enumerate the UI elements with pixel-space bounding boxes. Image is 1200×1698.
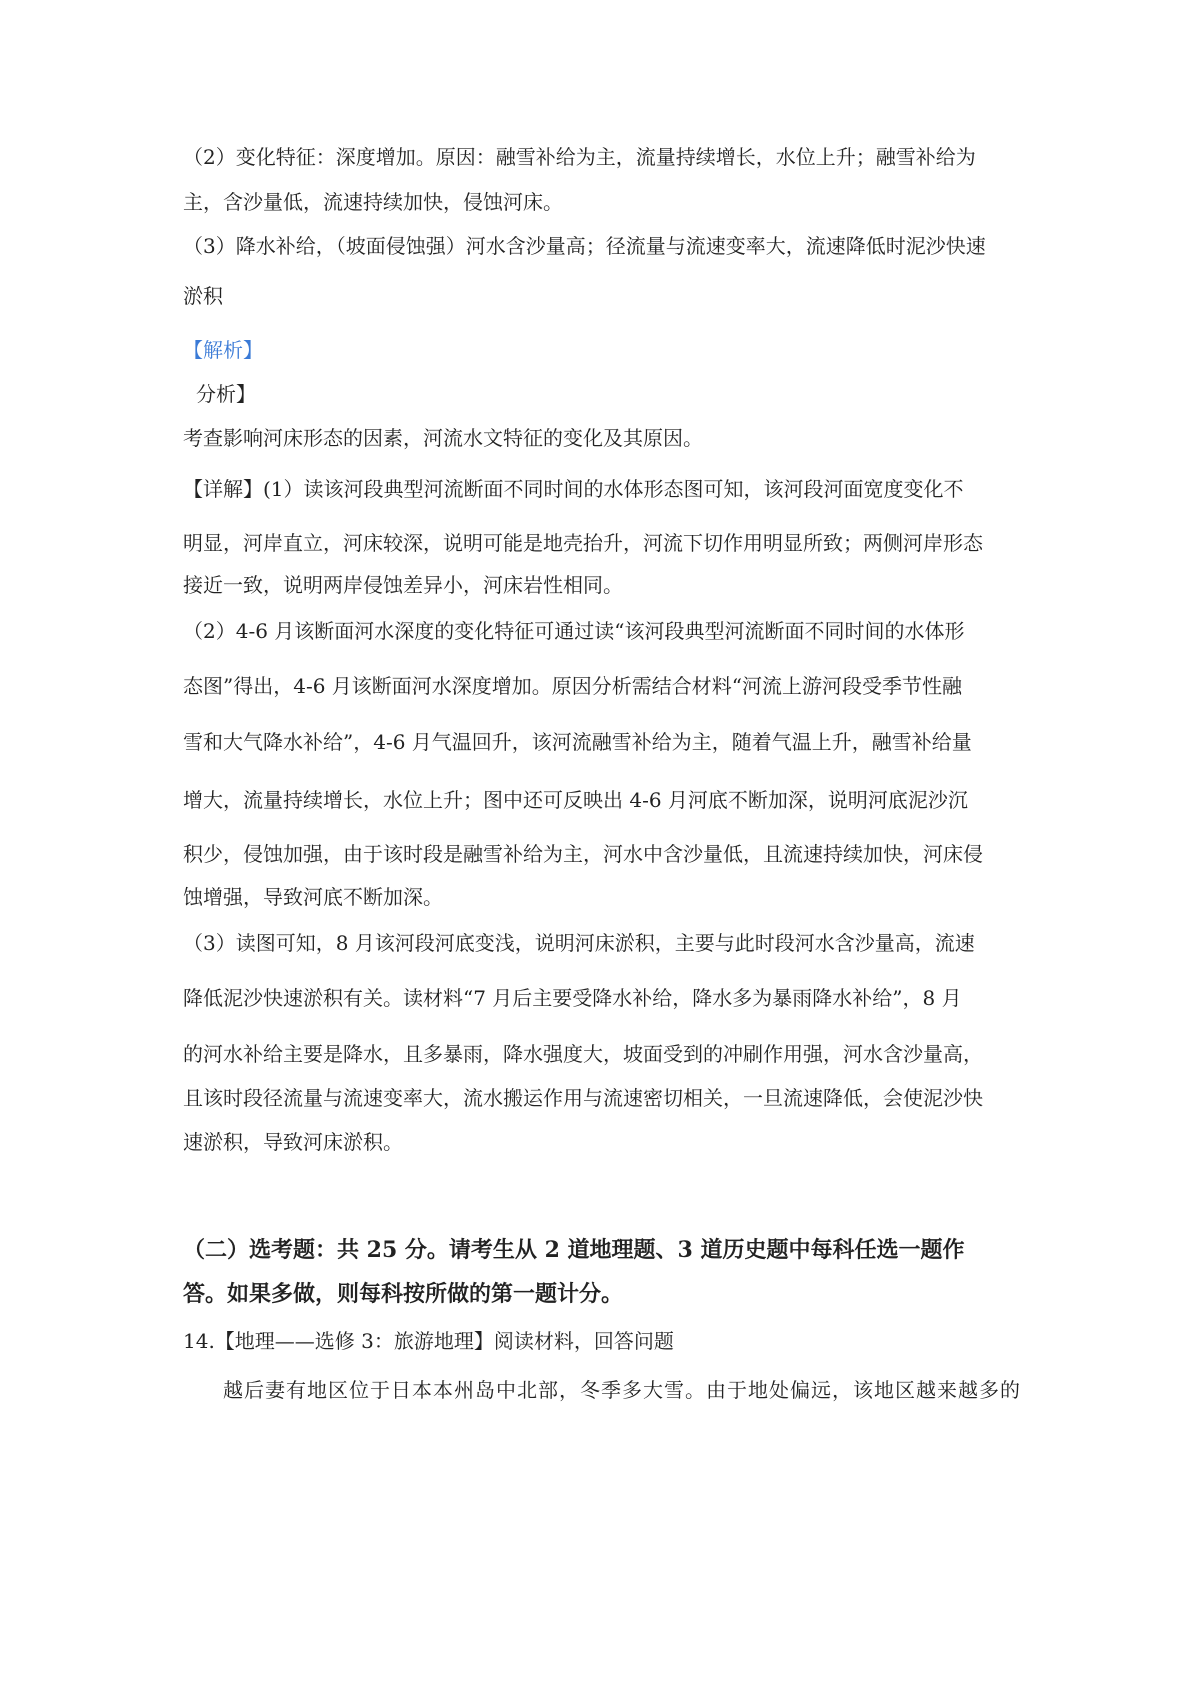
detail-2-line6: 蚀增强，导致河底不断加深。 — [183, 885, 443, 909]
detail-2-line5: 积少，侵蚀加强，由于该时段是融雪补给为主，河水中含沙量低，且流速持续加快，河床侵 — [183, 842, 983, 866]
detail-2-line1: （2）4-6 月该断面河水深度的变化特征可通过读“该河段典型河流断面不同时间的水体形 — [183, 619, 965, 643]
detail-1-line2: 明显，河岸直立，河床较深，说明可能是地壳抬升，河流下切作用明显所致；两侧河岸形态 — [183, 531, 983, 555]
answer-p2-line2: 主，含沙量低，流速持续加快，侵蚀河床。 — [183, 190, 563, 214]
detail-3-line5: 速淤积，导致河床淤积。 — [183, 1130, 403, 1154]
detail-1-line3: 接近一致，说明两岸侵蚀差异小，河床岩性相同。 — [183, 573, 623, 597]
detail-3-line3: 的河水补给主要是降水，且多暴雨，降水强度大，坡面受到的冲刷作用强，河水含沙量高， — [183, 1042, 983, 1066]
answer-p3-line2: 淤积 — [183, 284, 223, 308]
detail-2-line4: 增大，流量持续增长，水位上升；图中还可反映出 4-6 月河底不断加深，说明河底泥沙沉 — [183, 788, 968, 812]
analysis-summary: 考查影响河床形态的因素，河流水文特征的变化及其原因。 — [183, 426, 703, 450]
detail-1-line1: 【详解】(1）读该河段典型河流断面不同时间的水体形态图可知，该河段河面宽度变化不 — [183, 477, 964, 501]
analysis-tag: 【解析】 — [183, 338, 263, 362]
detail-2-line2: 态图”得出，4-6 月该断面河水深度增加。原因分析需结合材料“河流上游河段受季节性融 — [183, 674, 963, 698]
section2-heading-line1: （二）选考题：共 25 分。请考生从 2 道地理题、3 道历史题中每科任选一题作 — [183, 1237, 965, 1263]
detail-3-line4: 且该时段径流量与流速变率大，流水搬运作用与流速密切相关，一旦流速降低，会使泥沙快 — [183, 1086, 983, 1110]
detail-3-line2: 降低泥沙快速淤积有关。读材料“7 月后主要受降水补给，降水多为暴雨降水补给”，8 月 — [183, 986, 962, 1010]
question-14-text: 越后妻有地区位于日本本州岛中北部，冬季多大雪。由于地处偏远，该地区越来越多的 — [223, 1378, 1021, 1402]
detail-2-line3: 雪和大气降水补给”，4-6 月气温回升，该河流融雪补给为主，随着气温上升，融雪补给量 — [183, 730, 972, 754]
analysis-sub-tag: 分析】 — [196, 382, 256, 406]
detail-3-line1: （3）读图可知，8 月该河段河底变浅，说明河床淤积，主要与此时段河水含沙量高，流速 — [183, 931, 975, 955]
section2-heading-line2: 答。如果多做，则每科按所做的第一题计分。 — [183, 1281, 624, 1307]
answer-p2-line1: （2）变化特征：深度增加。原因：融雪补给为主，流量持续增长，水位上升；融雪补给为 — [183, 145, 976, 169]
answer-p3-line1: （3）降水补给，（坡面侵蚀强）河水含沙量高；径流量与流速变率大，流速降低时泥沙快速 — [183, 234, 986, 258]
question-14-title: 14.【地理——选修 3：旅游地理】阅读材料，回答问题 — [183, 1329, 674, 1353]
